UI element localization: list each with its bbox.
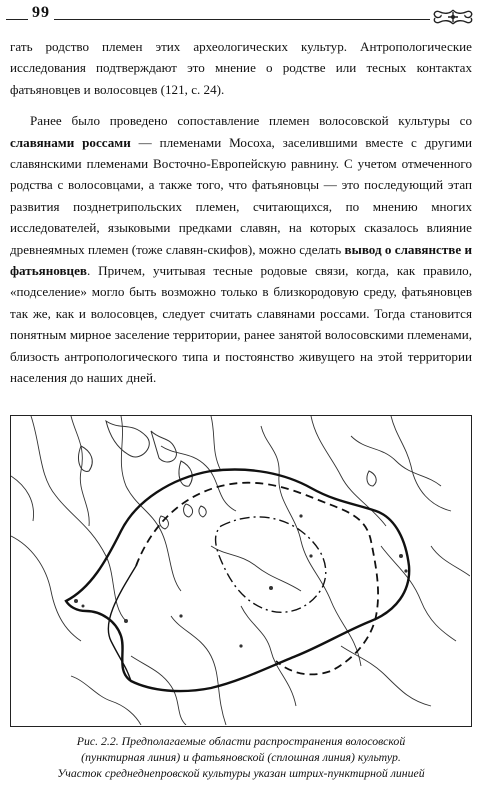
- emphasis-slavs-rossy: славянами россами: [10, 134, 131, 150]
- middle-dnieper-boundary-dashdot: [216, 517, 326, 612]
- paragraph-lead: Ранее было проведено сопоставление племен волосовской культуры со: [30, 113, 472, 129]
- decorative-flourish-icon: [432, 8, 474, 26]
- paragraph-continuation: гать родство племен этих археологических культур. Антропологические исследования подтверждают это мнение о родстве или тесных контактах фатьяновцев и волосовцев (121, с. 24).: [10, 39, 472, 97]
- lakes-and-sea: [79, 421, 377, 529]
- volosovo-boundary-dashed: [136, 483, 378, 675]
- caption-line-1: Рис. 2.2. Предполагаемые области распространения волосовской: [76, 734, 406, 748]
- emphasis-conclusion: вывод о славянстве и фатьяновцев: [10, 241, 472, 279]
- paragraph-tail: . Причем, учитывая тесные родовые связи, когда, как правило, «подселение» могло быть возможно только в близкородовую среду, фатьяновцев так же, как и волосовцев, следует считать славянами россами. Тогда становится понятным мирное заселение территории, ранее занятой волосовскими племенами, близость антропологического типа и постоянство живущего на этой территории населения до наших дней.: [10, 263, 472, 386]
- page-number: 99: [28, 4, 54, 22]
- caption-line-3: Участок среднеднепровской культуры указан штрих-пунктирной линией: [57, 766, 425, 780]
- paragraph-main: [10, 110, 472, 388]
- caption-line-2: (пунктирная линия) и фатьяновской (сплошная линия) культур.: [81, 750, 401, 764]
- page-header: [6, 6, 474, 28]
- body-text: [10, 36, 472, 389]
- fatyanovo-boundary-solid: [66, 470, 409, 692]
- paragraph-middle: — племенами Мосоха, заселившими вместе с другими славянскими племенами Восточно-Европейскую равнину. С учетом отмеченного родства с волосовцами, а также того, что фатьяновцы — это последующий этап развития позднетрипольских племен, считающихся, по мнению многих исследователей, языковыми предками славян, на которых сказалось влияние древнеямных племен (тоже славян-скифов), можно сделать: [10, 134, 473, 257]
- figure-caption: [10, 733, 472, 781]
- culture-distribution-map: [10, 415, 472, 727]
- header-rule: [6, 19, 430, 20]
